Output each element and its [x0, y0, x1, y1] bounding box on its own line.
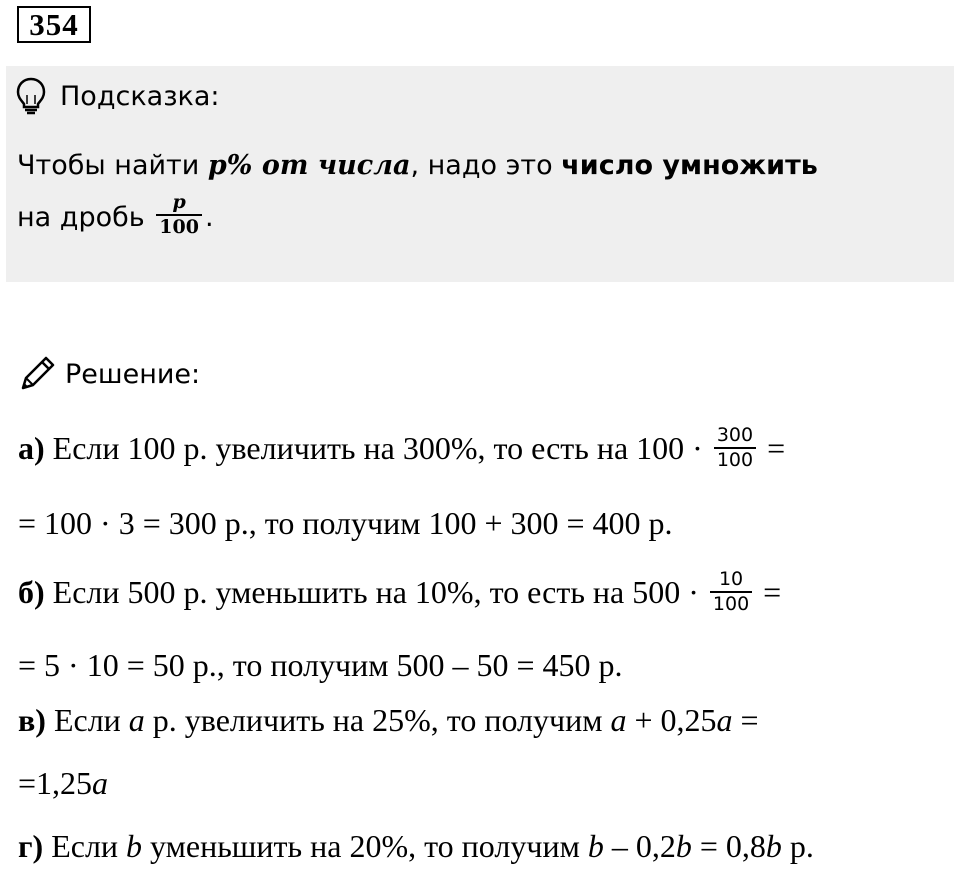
solution-g-line-1 [18, 826, 814, 866]
variable: a [128, 702, 145, 738]
fraction-denominator: 100 [159, 215, 199, 238]
hint-bold-percent: p% от числа [207, 150, 411, 181]
item-tag: г) [18, 828, 44, 864]
solution-text: = [763, 574, 782, 610]
solution-text: =1,25 [18, 765, 93, 801]
item-tag: а) [18, 430, 45, 466]
lightbulb-icon [16, 77, 46, 115]
hint-title: Подсказка: [60, 80, 220, 112]
solution-b-line-2: = 5 · 10 = 50 р., то получим 500 – 50 = 450 р. [18, 647, 623, 683]
variable: b [675, 828, 692, 864]
hint-text-part: на дробь [17, 202, 154, 233]
fraction-numerator: p [172, 190, 186, 213]
variable: b [765, 828, 782, 864]
solution-text: Если 100 р. увеличить на 300%, то есть на 100 · [52, 430, 703, 466]
fraction-denominator: 100 [712, 592, 750, 615]
solution-b-line-1 [18, 567, 782, 618]
solution-header [17, 352, 200, 396]
solution-v-line-2 [18, 763, 108, 803]
fraction-numerator: 300 [716, 423, 754, 446]
solution-text: р. [781, 828, 814, 864]
hint-text-part: , надо это [410, 150, 562, 181]
variable: a [716, 702, 733, 738]
solution-text: – 0,2 [603, 828, 676, 864]
solution-v-line-1 [18, 700, 759, 740]
solution-text: Если 500 р. уменьшить на 10%, то есть на 500 · [52, 574, 699, 610]
solution-text: + 0,25 [626, 702, 717, 738]
variable: a [610, 702, 627, 738]
variable: b [126, 828, 143, 864]
item-tag: б) [18, 574, 45, 610]
hint-fraction [156, 190, 202, 238]
fraction-denominator: 100 [716, 448, 754, 471]
solution-text: = [767, 430, 786, 466]
solution-b-fraction [710, 567, 752, 615]
solution-text: р. увеличить на 25%, то получим [144, 702, 611, 738]
solution-a-fraction [714, 423, 756, 471]
fraction-numerator: 10 [718, 567, 744, 590]
variable: b [587, 828, 604, 864]
solution-a-line-2: = 100 · 3 = 300 р., то получим 100 + 300 = 400 р. [18, 505, 673, 541]
solution-a-line-1 [18, 423, 786, 474]
hint-bold-multiply: число умножить [561, 150, 818, 181]
variable: a [92, 765, 109, 801]
solution-title: Решение: [65, 358, 201, 390]
hint-header [16, 76, 220, 116]
solution-text: уменьшить на 20%, то получим [142, 828, 588, 864]
hint-text-part: . [204, 202, 214, 233]
solution-text: Если [53, 702, 129, 738]
item-tag: в) [18, 702, 46, 738]
solution-text: = [732, 702, 759, 738]
solution-text: = 0,8 [691, 828, 766, 864]
hint-text-part: Чтобы найти [17, 150, 208, 181]
solution-text: Если [51, 828, 127, 864]
hint-text [17, 140, 917, 244]
problem-number: 354 [17, 6, 91, 43]
pencil-icon [17, 354, 57, 394]
